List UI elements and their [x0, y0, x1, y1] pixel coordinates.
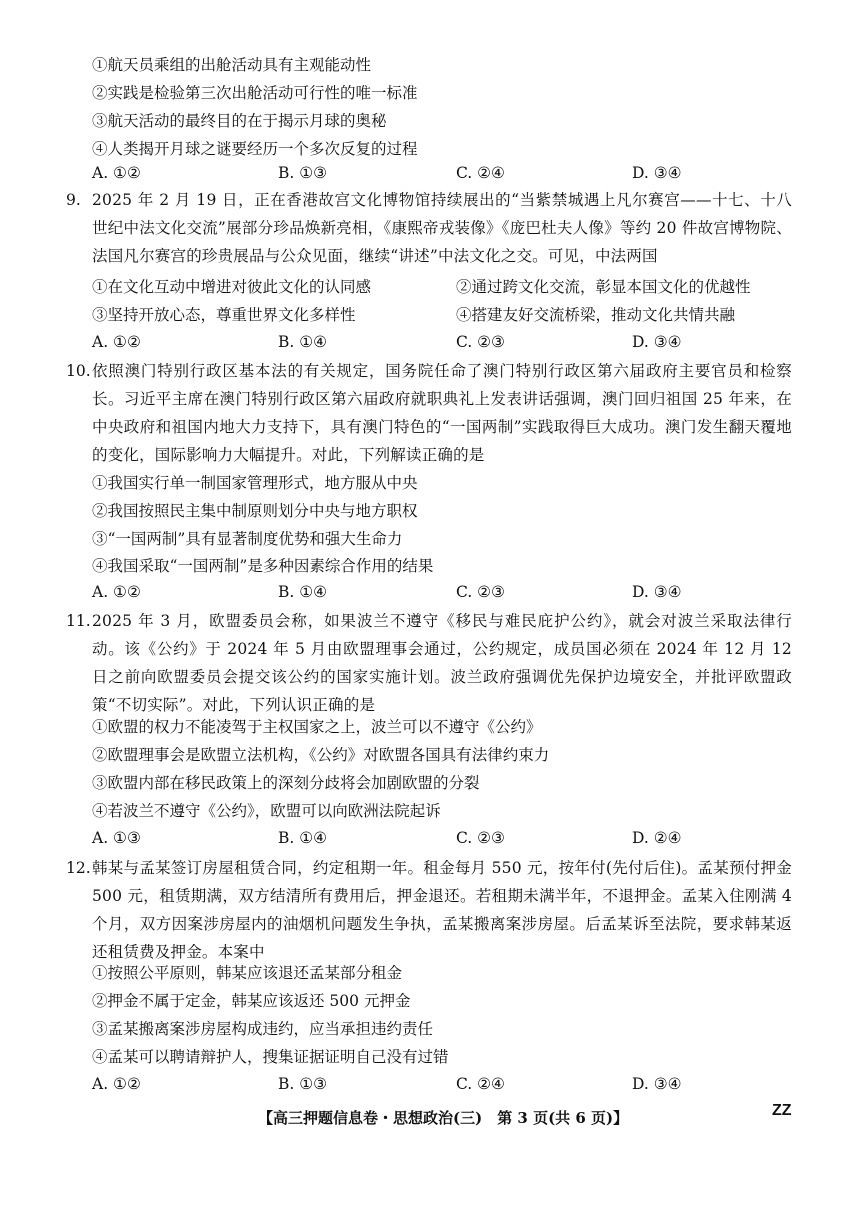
q11-answer-a[interactable]: A. ①③ [92, 829, 141, 847]
q11-option-3: ③欧盟内部在移民政策上的深刻分歧将会加剧欧盟的分裂 [92, 774, 480, 792]
q12-answer-row [92, 1075, 792, 1095]
q9-answer-b[interactable]: B. ①④ [278, 333, 328, 351]
q12-option-1: ①按照公平原则，韩某应该退还孟某部分租金 [92, 964, 403, 982]
q12-answer-c[interactable]: C. ②④ [456, 1075, 505, 1093]
q9-option-4: ④搭建友好交流桥梁，推动文化共情共融 [456, 306, 736, 324]
q10-option-3: ③“一国两制”具有显著制度优势和强大生命力 [92, 530, 403, 548]
q10-answer-d[interactable]: D. ③④ [632, 583, 682, 601]
q9-stem: 2025 年 2 月 19 日，正在香港故宫文化博物馆持续展出的“当紫禁城遇上凡尔赛宫——十七、十八世纪中法文化交流”展部分珍品焕新亮相，《康熙帝戎装像》《庞巴杜夫人像》等约 20 件故宫博物院、法国凡尔赛宫的珍贵展品与公众见面，继续“讲述”中法文化之交。可见，中法两国 [92, 191, 792, 265]
q10-answer-c[interactable]: C. ②③ [456, 583, 505, 601]
page-footer: 【高三押题信息卷・思想政治(三) 第 3 页(共 6 页)】 [258, 1109, 629, 1127]
q12-option-3: ③孟某搬离案涉房屋构成违约，应当承担违约责任 [92, 1020, 434, 1038]
q11-option-2: ②欧盟理事会是欧盟立法机构，《公约》对欧盟各国具有法律约束力 [92, 746, 550, 764]
q11-number: 11. [66, 612, 91, 630]
q9-answer-a[interactable]: A. ①② [92, 333, 141, 351]
q12-answer-d[interactable]: D. ③④ [632, 1075, 682, 1093]
q12-option-4: ④孟某可以聘请辩护人，搜集证据证明自己没有过错 [92, 1048, 449, 1066]
q10-stem: 依照澳门特别行政区基本法的有关规定，国务院任命了澳门特别行政区第六届政府主要官员和检察长。习近平主席在澳门特别行政区第六届政府就职典礼上发表讲话强调，澳门回归祖国 25 年来，在中央政府和祖国内地大力支持下，具有澳门特色的“一国两制”实践取得巨大成功。澳门发生翻天覆地的变化，国际影响力大幅提升。对此，下列解读正确的是 [92, 362, 792, 464]
q12-number: 12. [66, 859, 91, 877]
q11-option-1: ①欧盟的权力不能凌驾于主权国家之上，波兰可以不遵守《公约》 [92, 718, 542, 736]
q10-answer-a[interactable]: A. ①② [92, 583, 141, 601]
q8-option-3: ③航天活动的最终目的在于揭示月球的奥秘 [92, 112, 387, 130]
q9-answer-c[interactable]: C. ②③ [456, 333, 505, 351]
q8-answer-b[interactable]: B. ①③ [278, 164, 328, 182]
q10-answer-b[interactable]: B. ①④ [278, 583, 328, 601]
q9-option-2: ②通过跨文化交流，彰显本国文化的优越性 [456, 278, 751, 296]
q12-answer-a[interactable]: A. ①② [92, 1075, 141, 1093]
q8-answer-row [92, 164, 792, 184]
subject-code: ZZ [772, 1102, 792, 1119]
q9-option-3: ③坚持开放心态，尊重世界文化多样性 [92, 306, 356, 324]
q10-number: 10. [66, 362, 91, 380]
q9-answer-d[interactable]: D. ③④ [632, 333, 682, 351]
q11-answer-b[interactable]: B. ①④ [278, 829, 328, 847]
q10-option-2: ②我国按照民主集中制原则划分中央与地方职权 [92, 502, 418, 520]
q11-answer-c[interactable]: C. ②③ [456, 829, 505, 847]
q9-option-1: ①在文化互动中增进对彼此文化的认同感 [92, 278, 372, 296]
q10-option-1: ①我国实行单一制国家管理形式，地方服从中央 [92, 474, 418, 492]
q9-number: 9. [66, 191, 81, 209]
q11-answer-d[interactable]: D. ②④ [632, 829, 682, 847]
q8-answer-a[interactable]: A. ①② [92, 164, 141, 182]
q8-answer-c[interactable]: C. ②④ [456, 164, 505, 182]
q8-answer-d[interactable]: D. ③④ [632, 164, 682, 182]
q12-stem: 韩某与孟某签订房屋租赁合同，约定租期一年。租金每月 550 元，按年付(先付后住)。孟某预付押金 500 元，租赁期满，双方结清所有费用后，押金退还。若租期未满半年，不退押金。孟某入住刚满 4 个月，双方因案涉房屋内的油烟机问题发生争执，孟某搬离案涉房屋。后孟某诉至法院，要求韩某返还租赁费及押金。本案中 [92, 859, 792, 961]
q8-option-4: ④人类揭开月球之谜要经历一个多次反复的过程 [92, 140, 418, 158]
q11-stem: 2025 年 3 月，欧盟委员会称，如果波兰不遵守《移民与难民庇护公约》，就会对波兰采取法律行动。该《公约》于 2024 年 5 月由欧盟理事会通过，公约规定，成员国必须在 2024 年 12 月 12 日之前向欧盟委员会提交该公约的国家实施计划。波兰政府强调优先保护边境安全，并批评欧盟政策“不切实际”。对此，下列认识正确的是 [92, 612, 792, 714]
q9-answer-row [92, 333, 792, 353]
q8-option-2: ②实践是检验第三次出舱活动可行性的唯一标准 [92, 84, 418, 102]
q12-answer-b[interactable]: B. ①③ [278, 1075, 328, 1093]
q12-option-2: ②押金不属于定金，韩某应该返还 500 元押金 [92, 992, 411, 1010]
q8-option-1: ①航天员乘组的出舱活动具有主观能动性 [92, 56, 372, 74]
q10-option-4: ④我国采取“一国两制”是多种因素综合作用的结果 [92, 557, 434, 575]
q10-answer-row [92, 583, 792, 603]
q11-answer-row [92, 829, 792, 849]
q11-option-4: ④若波兰不遵守《公约》，欧盟可以向欧洲法院起诉 [92, 802, 441, 820]
